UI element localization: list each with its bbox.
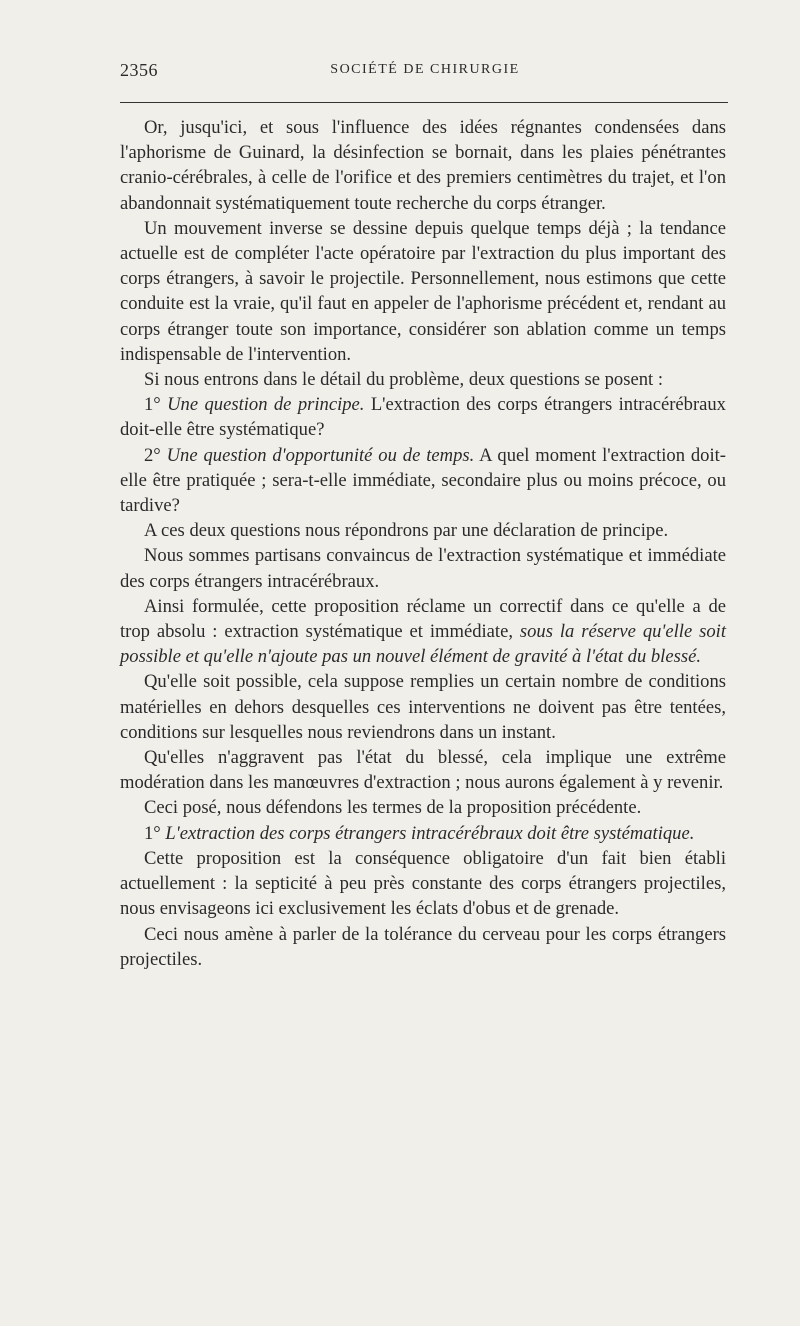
- paragraph: Un mouvement inverse se dessine depuis quelque temps déjà ; la tendance actuelle est de compléter l'acte opératoire par l'extraction du plus important des corps étrangers, à savoir le projectile. Personnellement, nous estimons que cette conduite est la vraie, qu'il faut en appeler de l'aphorisme précédent et, rendant au corps étranger toute son importance, considérer son ablation comme un temps indispensable de l'intervention.: [120, 217, 726, 365]
- paragraph: Cette proposition est la conséquence obligatoire d'un fait bien établi actuellement : la septicité à peu près constante des corps étrangers projectiles, nous envisageons ici exclusivement les éclats d'obus et de grenade.: [120, 847, 726, 920]
- paragraph: Or, jusqu'ici, et sous l'influence des idées régnantes condensées dans l'aphorisme de Guinard, la désinfection se bornait, dans les plaies pénétrantes cranio-cérébrales, à celle de l'orifice et des premiers centimètres du trajet, et l'on abandonnait systématiquement toute recherche du corps étranger.: [120, 117, 726, 214]
- numbered-question: 2° Une question d'opportunité ou de temps. A quel moment l'extraction doit-elle être pratiquée ; sera-t-elle immédiate, secondaire plus ou moins précoce, ou tardive?: [120, 444, 726, 517]
- body-text: [120, 115, 726, 972]
- running-title: SOCIÉTÉ DE CHIRURGIE: [330, 62, 520, 77]
- paragraph: Ceci posé, nous défendons les termes de la proposition précédente.: [144, 797, 642, 819]
- paragraph: Si nous entrons dans le détail du problème, deux questions se posent :: [144, 369, 663, 391]
- paragraph: Ainsi formulée, cette proposition réclame un correctif dans ce qu'elle a de trop absolu : extraction systématique et immédiate, sous la réserve qu'elle soit possible et qu'elle n'ajoute pas un nouvel élément de gravité à l'état du blessé.: [120, 595, 726, 668]
- page-number: 2356: [120, 60, 158, 80]
- numbered-question: 1° Une question de principe. L'extraction des corps étrangers intracérébraux doit-elle être systématique?: [120, 394, 726, 441]
- paragraph: Nous sommes partisans convaincus de l'extraction systématique et immédiate des corps étrangers intracérébraux.: [120, 545, 726, 592]
- page-header: [120, 60, 730, 90]
- numbered-heading: 1° L'extraction des corps étrangers intracérébraux doit être systématique.: [144, 822, 695, 844]
- paragraph: A ces deux questions nous répondrons par une déclaration de principe.: [144, 520, 669, 542]
- paragraph: Qu'elles n'aggravent pas l'état du blessé, cela implique une extrême modération dans les manœuvres d'extraction ; nous aurons également à y revenir.: [120, 747, 726, 794]
- paragraph: Ceci nous amène à parler de la tolérance du cerveau pour les corps étrangers projectiles.: [120, 923, 726, 970]
- paragraph: Qu'elle soit possible, cela suppose remplies un certain nombre de conditions matérielles en dehors desquelles ces interventions ne doivent pas être tentées, conditions sur lesquelles nous reviendrons dans un instant.: [120, 671, 726, 743]
- header-rule: [120, 102, 728, 103]
